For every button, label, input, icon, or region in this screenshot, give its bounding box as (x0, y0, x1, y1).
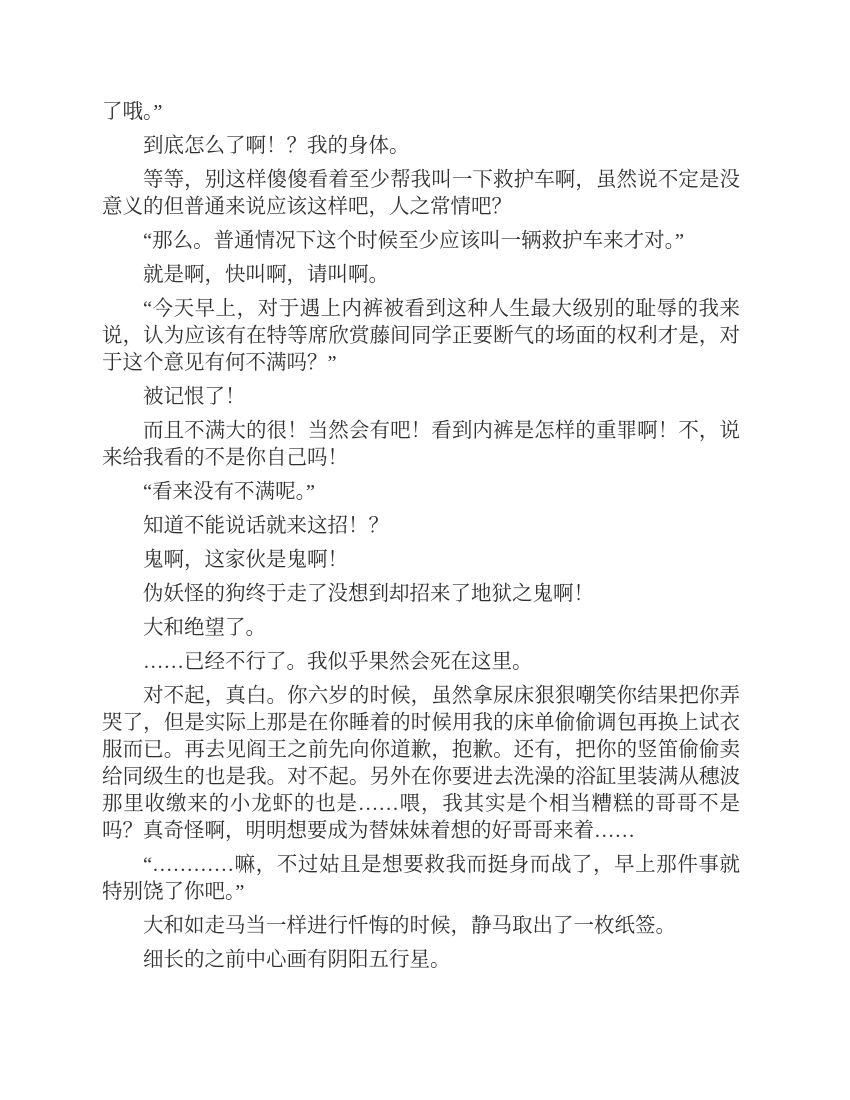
paragraph: 被记恨了！ (143, 386, 246, 408)
paragraph: “…………嘛，不过姑且是想要救我而挺身而战了，早上那件事就特别饶了你吧。” (102, 854, 740, 903)
paragraph: 就是啊，快叫啊，请叫啊。 (143, 264, 389, 286)
paragraph: 细长的之前中心画有阴阳五行星。 (143, 949, 451, 971)
paragraph: “那么。普通情况下这个时候至少应该叫一辆救护车来才对。” (143, 230, 684, 252)
paragraph: 而且不满大的很！当然会有吧！看到内裤是怎样的重罪啊！不，说来给我看的不是你自己吗！ (102, 420, 740, 469)
paragraph: 鬼啊，这家伙是鬼啊！ (143, 549, 348, 571)
paragraph: 等等，别这样傻傻看着至少帮我叫一下救护车啊，虽然说不定是没意义的但普通来说应该这样吧，人之常情吧？ (102, 169, 740, 218)
paragraph: “看来没有不满呢。” (143, 481, 315, 503)
paragraph: 伪妖怪的狗终于走了没想到却招来了地狱之鬼啊！ (143, 583, 594, 605)
paragraph: 大和绝望了。 (143, 617, 266, 639)
paragraph: 大和如走马当一样进行忏悔的时候，静马取出了一枚纸签。 (143, 915, 676, 937)
paragraph: 了哦。” (102, 101, 163, 123)
paragraph: 到底怎么了啊！？我的身体。 (143, 135, 410, 157)
body-text (102, 99, 740, 974)
paragraph: 对不起，真白。你六岁的时候，虽然拿尿床狠狠嘲笑你结果把你弄哭了，但是实际上那是在你睡着的时候用我的床单偷偷调包再换上试衣服而已。再去见阎王之前先向你道歉，抱歉。还有，把你的竖笛偷偷卖给同级生的也是我。对不起。另外在你要进去洗澡的浴缸里装满从穗波那里收缴来的小龙虾的也是……喂，我其实是个相当糟糕的哥哥不是吗？真奇怪啊，明明想要成为替妹妹着想的好哥哥来着…… (102, 685, 740, 842)
paragraph: 知道不能说话就来这招！？ (143, 515, 389, 537)
paragraph: ……已经不行了。我似乎果然会死在这里。 (143, 651, 533, 673)
paragraph: “今天早上，对于遇上内裤被看到这种人生最大级别的耻辱的我来说，认为应该有在特等席欣赏藤间同学正要断气的场面的权利才是，对于这个意见有何不满吗？” (102, 298, 740, 374)
